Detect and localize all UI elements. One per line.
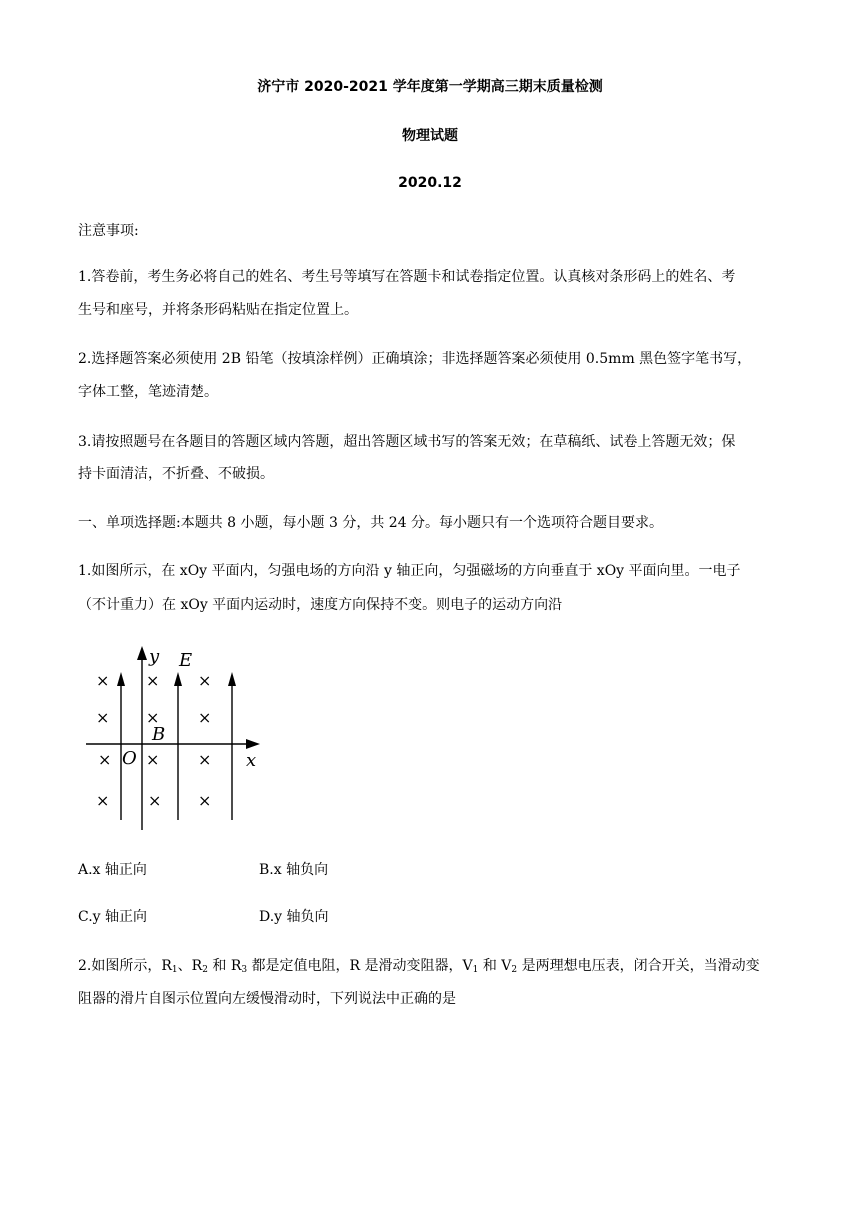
exam-date: 2020.12: [398, 175, 462, 191]
cross-mark: ×: [198, 708, 212, 727]
notice-item-3-line-1: 3.请按照题号在各题目的答题区域内答题，超出答题区域书写的答案无效；在草稿纸、试卷上答题无效；保: [78, 434, 736, 450]
exam-title: 济宁市 2020-2021 学年度第一学期高三期末质量检测: [257, 79, 603, 95]
label-o: O: [122, 748, 137, 769]
notice-heading: 注意事项:: [78, 223, 139, 239]
exam-subject: 物理试题: [402, 128, 458, 144]
q2-text-c: 和 R: [207, 958, 242, 974]
cross-mark: ×: [198, 791, 212, 810]
cross-mark: ×: [98, 750, 112, 769]
q2-text-d: 都是定值电阻，R 是滑动变阻器，V: [247, 958, 473, 974]
cross-mark: ×: [148, 791, 162, 810]
cross-mark: ×: [96, 791, 110, 810]
q1-option-a: A.x 轴正向: [78, 862, 147, 878]
x-axis-arrow: [246, 739, 260, 749]
q2-sub-1: 1: [171, 965, 178, 975]
notice-item-1-line-2: 生号和座号，并将条形码粘贴在指定位置上。: [78, 302, 358, 318]
q2-text-a: 2.如图所示，R: [78, 958, 172, 974]
notice-item-1-line-1: 1.答卷前，考生务必将自己的姓名、考生号等填写在答题卡和试卷指定位置。认真核对条形码上的姓名、考: [78, 269, 736, 285]
q2-text-e: 和 V: [478, 958, 512, 974]
label-y: y: [149, 646, 160, 667]
field-line-3-arrow: [228, 672, 236, 686]
question-2-line-2: 阻器的滑片自图示位置向左缓慢滑动时，下列说法中正确的是: [78, 991, 456, 1007]
field-line-1-arrow: [117, 672, 125, 686]
cross-mark: ×: [146, 671, 160, 690]
q2-sub-4: 1: [472, 965, 479, 975]
label-e: E: [179, 650, 193, 671]
q2-text-b: 、R: [177, 958, 203, 974]
label-b: B: [152, 724, 166, 745]
question-1-line-1: 1.如图所示，在 xOy 平面内，匀强电场的方向沿 y 轴正向，匀强磁场的方向垂直于 xOy 平面向里。一电子: [78, 563, 741, 579]
cross-mark: ×: [146, 708, 160, 727]
cross-mark: ×: [198, 750, 212, 769]
cross-mark: ×: [96, 708, 110, 727]
q2-text-f: 是两理想电压表，闭合开关，当滑动变: [517, 958, 760, 974]
question-2-line-1: [78, 957, 760, 975]
cross-mark: ×: [96, 671, 110, 690]
question-1-figure: [80, 640, 280, 835]
y-axis-arrow: [137, 646, 147, 660]
label-x: x: [246, 750, 257, 771]
q2-sub-3: 3: [241, 965, 248, 975]
q1-option-b: B.x 轴负向: [259, 862, 329, 878]
q2-sub-2: 2: [202, 965, 208, 975]
cross-mark: ×: [198, 671, 212, 690]
cross-mark: ×: [146, 750, 160, 769]
notice-item-3-line-2: 持卡面清洁，不折叠、不破损。: [78, 466, 274, 482]
section-1-heading: 一、单项选择题:本题共 8 小题，每小题 3 分，共 24 分。每小题只有一个选项符合题目要求。: [78, 515, 664, 531]
notice-item-2-line-1: 2.选择题答案必须使用 2B 铅笔（按填涂样例）正确填涂；非选择题答案必须使用 0.5mm 黑色签字笔书写，: [78, 351, 752, 367]
q1-option-c: C.y 轴正向: [78, 909, 148, 925]
field-line-2-arrow: [174, 672, 182, 686]
notice-item-2-line-2: 字体工整，笔迹清楚。: [78, 384, 218, 400]
q1-option-d: D.y 轴负向: [259, 909, 329, 925]
q2-sub-5: 2: [511, 965, 518, 975]
question-1-line-2: （不计重力）在 xOy 平面内运动时，速度方向保持不变。则电子的运动方向沿: [78, 597, 563, 613]
